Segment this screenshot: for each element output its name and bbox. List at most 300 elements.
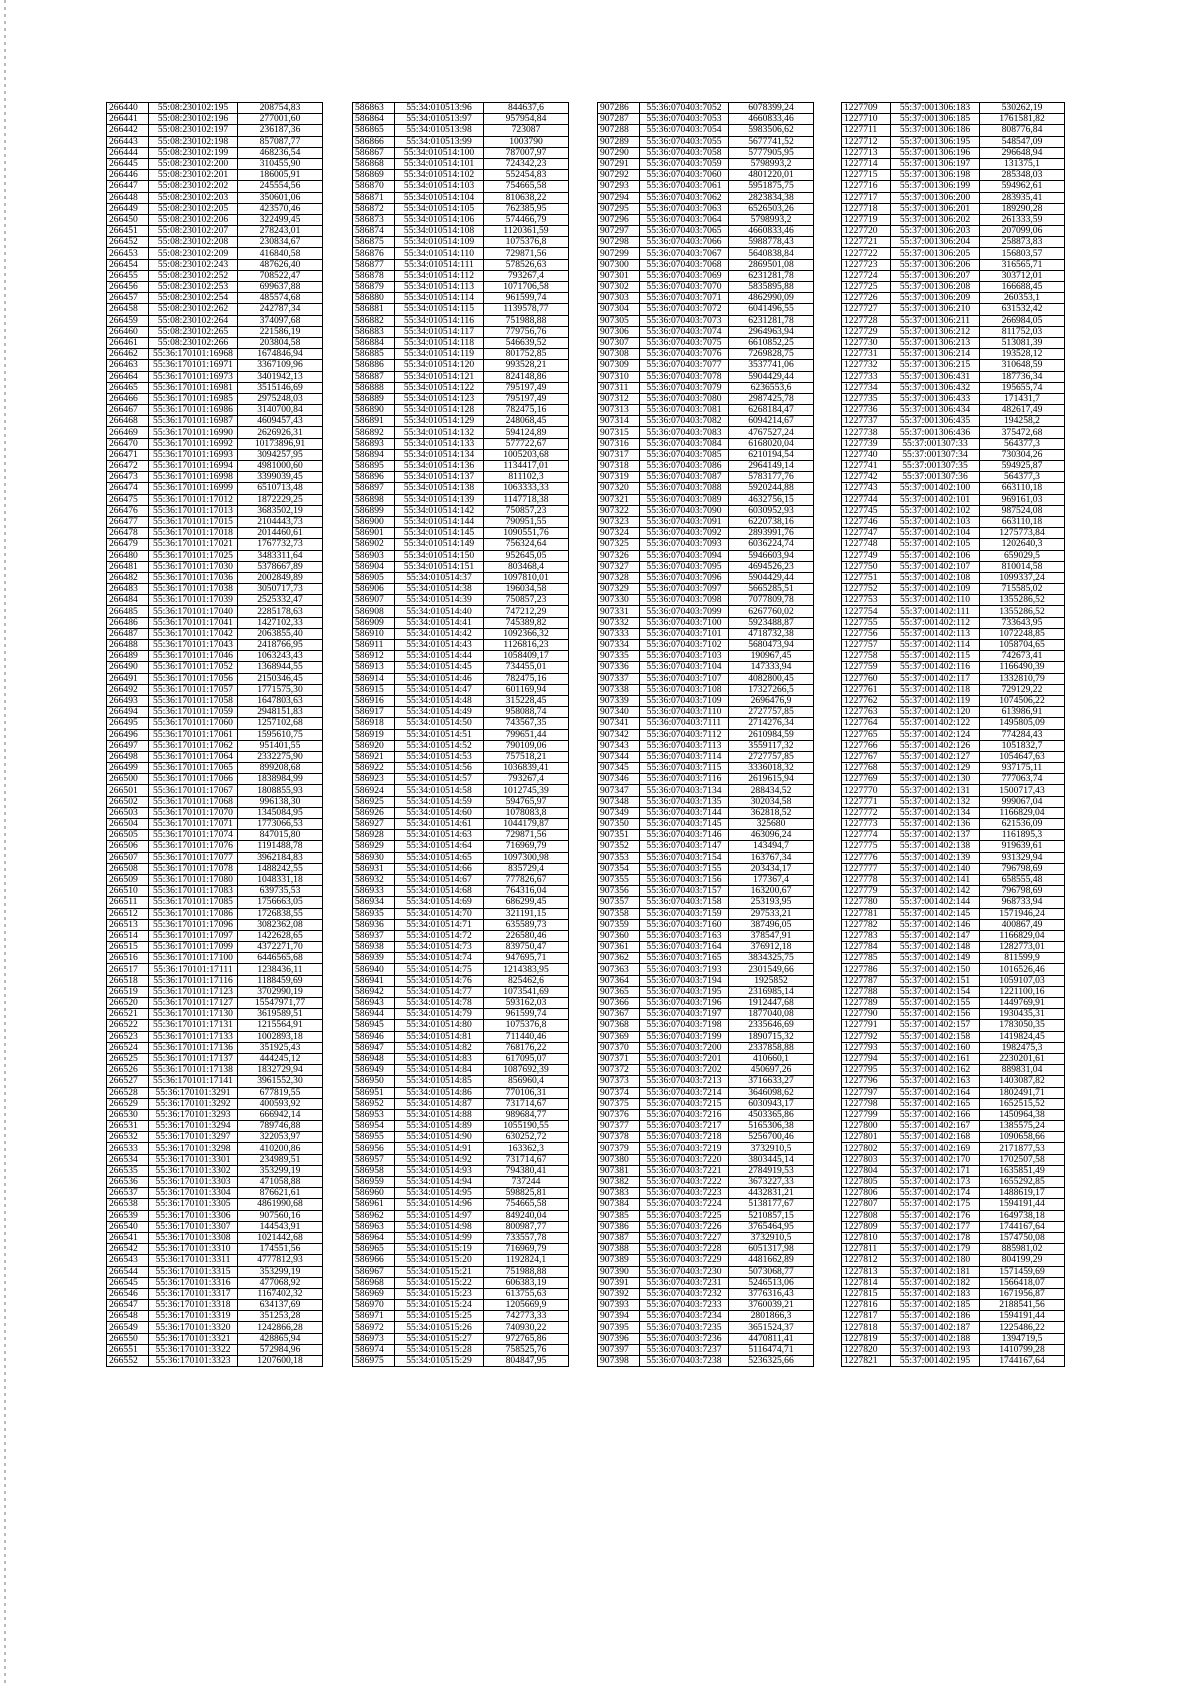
cadastral-value-cell: 1771575,30 <box>238 684 323 695</box>
table-row <box>598 371 814 382</box>
table-block-2 <box>352 102 569 1367</box>
cadastral-number-cell: 55:34:010514:132 <box>395 427 484 438</box>
table-row <box>107 170 323 181</box>
cadastral-value-cell: 1635851,49 <box>980 1165 1065 1176</box>
cadastral-value-cell: 754665,58 <box>484 181 569 192</box>
cadastral-value-cell: 1120361,59 <box>484 226 569 237</box>
cadastral-number-cell: 55:36:170101:3317 <box>149 1288 238 1299</box>
cadastral-value-cell: 996138,30 <box>238 796 323 807</box>
table-row <box>598 181 814 192</box>
cadastral-number-cell: 55:34:010514:82 <box>395 1042 484 1053</box>
cadastral-value-cell: 594765,97 <box>484 796 569 807</box>
row-number-cell: 586874 <box>353 226 395 237</box>
row-number-cell: 586957 <box>353 1154 395 1165</box>
table-row <box>842 1053 1065 1064</box>
cadastral-number-cell: 55:37:001402:129 <box>891 763 980 774</box>
cadastral-number-cell: 55:34:010514:121 <box>395 371 484 382</box>
cadastral-value-cell: 17327266,5 <box>729 684 814 695</box>
cadastral-value-cell: 729129,22 <box>980 684 1065 695</box>
cadastral-value-cell: 663110,18 <box>980 516 1065 527</box>
table-row <box>353 572 569 583</box>
table-row <box>353 483 569 494</box>
cadastral-number-cell: 55:34:010514:108 <box>395 226 484 237</box>
row-number-cell: 907393 <box>598 1300 640 1311</box>
cadastral-number-cell: 55:36:070403:7085 <box>640 449 729 460</box>
row-number-cell: 907367 <box>598 1009 640 1020</box>
cadastral-number-cell: 55:36:070403:7089 <box>640 494 729 505</box>
table-row <box>353 796 569 807</box>
table-row <box>842 1165 1065 1176</box>
table-row <box>107 427 323 438</box>
cadastral-value-cell: 2619615,94 <box>729 774 814 785</box>
table-row <box>842 707 1065 718</box>
row-number-cell: 266500 <box>107 774 149 785</box>
row-number-cell: 586956 <box>353 1143 395 1154</box>
cadastral-value-cell: 353299,19 <box>238 1165 323 1176</box>
row-number-cell: 586869 <box>353 170 395 181</box>
row-number-cell: 266515 <box>107 942 149 953</box>
table-row <box>107 1288 323 1299</box>
cadastral-number-cell: 55:34:010514:66 <box>395 863 484 874</box>
table-row <box>598 1053 814 1064</box>
table-row <box>842 1042 1065 1053</box>
table-row <box>842 1076 1065 1087</box>
row-number-cell: 907348 <box>598 796 640 807</box>
cadastral-value-cell: 1930435,31 <box>980 1009 1065 1020</box>
table-row <box>842 1087 1065 1098</box>
table-row <box>107 1188 323 1199</box>
cadastral-value-cell: 796798,69 <box>980 886 1065 897</box>
cadastral-value-cell: 1202640,3 <box>980 539 1065 550</box>
cadastral-number-cell: 55:34:010514:99 <box>395 1232 484 1243</box>
table-row <box>842 673 1065 684</box>
cadastral-number-cell: 55:36:070403:7100 <box>640 617 729 628</box>
cadastral-value-cell: 3401942,13 <box>238 371 323 382</box>
table-row <box>107 1221 323 1232</box>
table-row <box>598 1031 814 1042</box>
cadastral-value-cell: 6267760,02 <box>729 606 814 617</box>
table-row <box>598 919 814 930</box>
table-row <box>842 1300 1065 1311</box>
table-row <box>353 707 569 718</box>
table-row <box>353 1356 569 1367</box>
row-number-cell: 1227789 <box>842 998 891 1009</box>
cadastral-number-cell: 55:37:001306:186 <box>891 125 980 136</box>
cadastral-value-cell: 1059107,03 <box>980 975 1065 986</box>
row-number-cell: 1227716 <box>842 181 891 192</box>
table-row <box>842 1199 1065 1210</box>
cadastral-number-cell: 55:34:010514:70 <box>395 908 484 919</box>
row-number-cell: 266543 <box>107 1255 149 1266</box>
row-number-cell: 266471 <box>107 449 149 460</box>
row-number-cell: 1227756 <box>842 628 891 639</box>
table-row <box>598 427 814 438</box>
row-number-cell: 1227733 <box>842 371 891 382</box>
table-row <box>598 438 814 449</box>
cadastral-number-cell: 55:34:010514:115 <box>395 304 484 315</box>
row-number-cell: 1227755 <box>842 617 891 628</box>
cadastral-number-cell: 55:36:070403:7222 <box>640 1177 729 1188</box>
cadastral-value-cell: 195655,74 <box>980 382 1065 393</box>
row-number-cell: 586906 <box>353 584 395 595</box>
cadastral-value-cell: 768176,22 <box>484 1042 569 1053</box>
cadastral-value-cell: 811752,03 <box>980 326 1065 337</box>
cadastral-number-cell: 55:34:010514:114 <box>395 293 484 304</box>
table-row <box>353 371 569 382</box>
table-row <box>842 382 1065 393</box>
cadastral-number-cell: 55:37:001402:178 <box>891 1232 980 1243</box>
cadastral-value-cell: 5798993,2 <box>729 158 814 169</box>
row-number-cell: 586915 <box>353 684 395 695</box>
cadastral-number-cell: 55:37:001402:166 <box>891 1109 980 1120</box>
cadastral-value-cell: 7269828,75 <box>729 349 814 360</box>
cadastral-number-cell: 55:37:001402:173 <box>891 1177 980 1188</box>
cadastral-number-cell: 55:36:170101:16987 <box>149 416 238 427</box>
table-row <box>107 1322 323 1333</box>
row-number-cell: 266540 <box>107 1221 149 1232</box>
cadastral-number-cell: 55:36:070403:7165 <box>640 953 729 964</box>
cadastral-number-cell: 55:34:010514:122 <box>395 382 484 393</box>
cadastral-number-cell: 55:37:001306:201 <box>891 203 980 214</box>
row-number-cell: 1227806 <box>842 1188 891 1199</box>
table-row <box>107 393 323 404</box>
table-row <box>598 1333 814 1344</box>
cadastral-number-cell: 55:36:170101:3316 <box>149 1277 238 1288</box>
row-number-cell: 1227805 <box>842 1177 891 1188</box>
row-number-cell: 907345 <box>598 763 640 774</box>
cadastral-number-cell: 55:34:010514:53 <box>395 751 484 762</box>
row-number-cell: 907310 <box>598 371 640 382</box>
row-number-cell: 586964 <box>353 1232 395 1243</box>
cadastral-value-cell: 2337858,88 <box>729 1042 814 1053</box>
table-row <box>842 841 1065 852</box>
row-number-cell: 266476 <box>107 505 149 516</box>
table-row <box>842 628 1065 639</box>
cadastral-value-cell: 546639,52 <box>484 337 569 348</box>
cadastral-number-cell: 55:36:070403:7102 <box>640 640 729 651</box>
row-number-cell: 1227742 <box>842 472 891 483</box>
row-number-cell: 266490 <box>107 662 149 673</box>
cadastral-value-cell: 1166829,04 <box>980 930 1065 941</box>
table-row <box>107 360 323 371</box>
cadastral-number-cell: 55:36:070403:7201 <box>640 1053 729 1064</box>
cadastral-number-cell: 55:36:170101:17067 <box>149 785 238 796</box>
cadastral-number-cell: 55:34:010515:25 <box>395 1311 484 1322</box>
row-number-cell: 266541 <box>107 1232 149 1243</box>
cadastral-value-cell: 410660,1 <box>729 1053 814 1064</box>
table-row <box>353 136 569 147</box>
cadastral-number-cell: 55:36:070403:7066 <box>640 237 729 248</box>
cadastral-number-cell: 55:36:170101:16993 <box>149 449 238 460</box>
table-row <box>598 785 814 796</box>
cadastral-number-cell: 55:36:170101:17066 <box>149 774 238 785</box>
cadastral-number-cell: 55:34:010514:48 <box>395 695 484 706</box>
cadastral-number-cell: 55:36:170101:3322 <box>149 1344 238 1355</box>
table-row <box>598 360 814 371</box>
table-row <box>842 1109 1065 1120</box>
cadastral-value-cell: 2696476,9 <box>729 695 814 706</box>
table-row <box>353 852 569 863</box>
cadastral-number-cell: 55:36:070403:7104 <box>640 662 729 673</box>
table-row <box>353 740 569 751</box>
cadastral-value-cell: 1166490,39 <box>980 662 1065 673</box>
cadastral-number-cell: 55:36:170101:17057 <box>149 684 238 695</box>
row-number-cell: 586959 <box>353 1177 395 1188</box>
row-number-cell: 266507 <box>107 852 149 863</box>
cadastral-number-cell: 55:08:230102:266 <box>149 337 238 348</box>
row-number-cell: 266442 <box>107 125 149 136</box>
cadastral-number-cell: 55:34:010514:103 <box>395 181 484 192</box>
table-row <box>598 695 814 706</box>
cadastral-number-cell: 55:37:001306:200 <box>891 192 980 203</box>
cadastral-number-cell: 55:36:170101:3307 <box>149 1221 238 1232</box>
row-number-cell: 907319 <box>598 472 640 483</box>
table-row <box>107 1031 323 1042</box>
row-number-cell: 1227736 <box>842 405 891 416</box>
table-row <box>107 226 323 237</box>
row-number-cell: 266491 <box>107 673 149 684</box>
row-number-cell: 266440 <box>107 103 149 114</box>
cadastral-value-cell: 754665,58 <box>484 1199 569 1210</box>
table-row <box>107 617 323 628</box>
cadastral-number-cell: 55:37:001306:212 <box>891 326 980 337</box>
table-row <box>107 1210 323 1221</box>
table-row <box>353 673 569 684</box>
table-row <box>598 192 814 203</box>
cadastral-value-cell: 351253,28 <box>238 1311 323 1322</box>
cadastral-number-cell: 55:37:001402:108 <box>891 572 980 583</box>
row-number-cell: 586969 <box>353 1288 395 1299</box>
table-row <box>842 1132 1065 1143</box>
table-row <box>842 304 1065 315</box>
table-row <box>598 1255 814 1266</box>
cadastral-number-cell: 55:36:070403:7144 <box>640 807 729 818</box>
table-row <box>842 483 1065 494</box>
cadastral-value-cell: 1571459,69 <box>980 1266 1065 1277</box>
cadastral-value-cell: 5777905,95 <box>729 147 814 158</box>
table-row <box>598 1154 814 1165</box>
cadastral-value-cell: 745389,82 <box>484 617 569 628</box>
row-number-cell: 586871 <box>353 192 395 203</box>
row-number-cell: 266539 <box>107 1210 149 1221</box>
row-number-cell: 586886 <box>353 360 395 371</box>
data-table <box>106 102 323 1367</box>
row-number-cell: 586945 <box>353 1020 395 1031</box>
table-row <box>107 561 323 572</box>
cadastral-number-cell: 55:37:001307:34 <box>891 449 980 460</box>
table-row <box>598 863 814 874</box>
row-number-cell: 266443 <box>107 136 149 147</box>
cadastral-number-cell: 55:36:170101:17116 <box>149 975 238 986</box>
table-row <box>598 226 814 237</box>
table-row <box>107 472 323 483</box>
row-number-cell: 266516 <box>107 953 149 964</box>
table-row <box>353 863 569 874</box>
table-row <box>107 886 323 897</box>
table-row <box>107 483 323 494</box>
cadastral-value-cell: 958088,74 <box>484 707 569 718</box>
cadastral-number-cell: 55:36:170101:16990 <box>149 427 238 438</box>
row-number-cell: 1227808 <box>842 1210 891 1221</box>
cadastral-value-cell: 4660833,46 <box>729 226 814 237</box>
cadastral-value-cell: 1075376,8 <box>484 1020 569 1031</box>
table-row <box>598 1009 814 1020</box>
cadastral-number-cell: 55:34:010514:149 <box>395 539 484 550</box>
cadastral-value-cell: 207099,06 <box>980 226 1065 237</box>
cadastral-value-cell: 899208,68 <box>238 763 323 774</box>
cadastral-number-cell: 55:34:010514:64 <box>395 841 484 852</box>
cadastral-number-cell: 55:37:001402:182 <box>891 1277 980 1288</box>
cadastral-value-cell: 3094257,95 <box>238 449 323 460</box>
table-row <box>353 841 569 852</box>
row-number-cell: 907382 <box>598 1177 640 1188</box>
table-row <box>842 472 1065 483</box>
cadastral-number-cell: 55:37:001402:137 <box>891 830 980 841</box>
table-row <box>353 472 569 483</box>
row-number-cell: 907385 <box>598 1210 640 1221</box>
row-number-cell: 1227809 <box>842 1221 891 1232</box>
cadastral-number-cell: 55:36:070403:7069 <box>640 270 729 281</box>
row-number-cell: 907286 <box>598 103 640 114</box>
cadastral-value-cell: 1403087,82 <box>980 1076 1065 1087</box>
cadastral-number-cell: 55:34:010514:63 <box>395 830 484 841</box>
table-row <box>842 1288 1065 1299</box>
row-number-cell: 907357 <box>598 897 640 908</box>
cadastral-value-cell: 787007,97 <box>484 147 569 158</box>
cadastral-value-cell: 277001,60 <box>238 114 323 125</box>
table-row <box>842 505 1065 516</box>
row-number-cell: 1227720 <box>842 226 891 237</box>
cadastral-number-cell: 55:37:001306:199 <box>891 181 980 192</box>
cadastral-value-cell: 5236325,66 <box>729 1356 814 1367</box>
cadastral-number-cell: 55:37:001402:147 <box>891 930 980 941</box>
table-row <box>107 259 323 270</box>
row-number-cell: 907359 <box>598 919 640 930</box>
cadastral-value-cell: 3702990,19 <box>238 986 323 997</box>
row-number-cell: 266503 <box>107 807 149 818</box>
cadastral-number-cell: 55:34:010514:105 <box>395 203 484 214</box>
cadastral-number-cell: 55:34:010514:51 <box>395 729 484 740</box>
cadastral-number-cell: 55:37:001306:213 <box>891 337 980 348</box>
table-row <box>842 1333 1065 1344</box>
row-number-cell: 1227799 <box>842 1109 891 1120</box>
cadastral-value-cell: 4372271,70 <box>238 942 323 953</box>
cadastral-number-cell: 55:34:010514:129 <box>395 416 484 427</box>
cadastral-number-cell: 55:36:170101:17030 <box>149 561 238 572</box>
table-row <box>353 1255 569 1266</box>
table-row <box>842 807 1065 818</box>
row-number-cell: 907389 <box>598 1255 640 1266</box>
cadastral-number-cell: 55:34:010514:39 <box>395 595 484 606</box>
cadastral-value-cell: 156803,57 <box>980 248 1065 259</box>
cadastral-value-cell: 751988,88 <box>484 315 569 326</box>
cadastral-number-cell: 55:36:070403:7228 <box>640 1244 729 1255</box>
cadastral-value-cell: 1036839,41 <box>484 763 569 774</box>
table-row <box>353 1031 569 1042</box>
table-row <box>353 1199 569 1210</box>
cadastral-value-cell: 1058704,65 <box>980 640 1065 651</box>
row-number-cell: 1227711 <box>842 125 891 136</box>
cadastral-number-cell: 55:34:010514:95 <box>395 1188 484 1199</box>
cadastral-number-cell: 55:36:170101:16999 <box>149 483 238 494</box>
row-number-cell: 266475 <box>107 494 149 505</box>
table-row <box>353 494 569 505</box>
cadastral-number-cell: 55:34:010514:151 <box>395 561 484 572</box>
cadastral-value-cell: 811102,3 <box>484 472 569 483</box>
cadastral-number-cell: 55:36:170101:17086 <box>149 908 238 919</box>
cadastral-number-cell: 55:36:070403:7216 <box>640 1109 729 1120</box>
table-row <box>107 449 323 460</box>
row-number-cell: 586927 <box>353 819 395 830</box>
cadastral-number-cell: 55:34:010514:101 <box>395 158 484 169</box>
cadastral-number-cell: 55:37:001306:211 <box>891 315 980 326</box>
cadastral-value-cell: 1161895,3 <box>980 830 1065 841</box>
cadastral-value-cell: 1275773,84 <box>980 528 1065 539</box>
cadastral-value-cell: 957954,84 <box>484 114 569 125</box>
cadastral-number-cell: 55:36:170101:17097 <box>149 930 238 941</box>
row-number-cell: 586920 <box>353 740 395 751</box>
cadastral-value-cell: 234989,51 <box>238 1154 323 1165</box>
row-number-cell: 586930 <box>353 852 395 863</box>
row-number-cell: 907343 <box>598 740 640 751</box>
row-number-cell: 266510 <box>107 886 149 897</box>
cadastral-value-cell: 3961552,30 <box>238 1076 323 1087</box>
table-row <box>107 874 323 885</box>
cadastral-value-cell: 2335646,69 <box>729 1020 814 1031</box>
row-number-cell: 586897 <box>353 483 395 494</box>
cadastral-value-cell: 1192824,1 <box>484 1255 569 1266</box>
cadastral-value-cell: 302034,58 <box>729 796 814 807</box>
cadastral-number-cell: 55:08:230102:262 <box>149 304 238 315</box>
table-row <box>107 819 323 830</box>
row-number-cell: 907388 <box>598 1244 640 1255</box>
cadastral-number-cell: 55:34:010514:44 <box>395 651 484 662</box>
cadastral-value-cell: 400867,49 <box>980 919 1065 930</box>
cadastral-value-cell: 1702507,58 <box>980 1154 1065 1165</box>
row-number-cell: 1227725 <box>842 282 891 293</box>
table-row <box>107 953 323 964</box>
cadastral-value-cell: 1571946,24 <box>980 908 1065 919</box>
row-number-cell: 586974 <box>353 1344 395 1355</box>
cadastral-number-cell: 55:36:170101:3308 <box>149 1232 238 1243</box>
table-row <box>107 807 323 818</box>
table-row <box>598 662 814 673</box>
cadastral-number-cell: 55:36:070403:7193 <box>640 964 729 975</box>
cadastral-value-cell: 782475,16 <box>484 405 569 416</box>
row-number-cell: 1227802 <box>842 1143 891 1154</box>
table-row <box>842 695 1065 706</box>
table-row <box>107 763 323 774</box>
cadastral-value-cell: 468236,54 <box>238 147 323 158</box>
cadastral-value-cell: 968733,94 <box>980 897 1065 908</box>
row-number-cell: 586904 <box>353 561 395 572</box>
row-number-cell: 907315 <box>598 427 640 438</box>
table-row <box>107 1076 323 1087</box>
row-number-cell: 586942 <box>353 986 395 997</box>
row-number-cell: 586924 <box>353 785 395 796</box>
cadastral-number-cell: 55:37:001402:179 <box>891 1244 980 1255</box>
table-row <box>107 461 323 472</box>
cadastral-value-cell: 961599,74 <box>484 293 569 304</box>
cadastral-number-cell: 55:34:010514:120 <box>395 360 484 371</box>
table-row <box>598 740 814 751</box>
cadastral-number-cell: 55:37:001306:183 <box>891 103 980 114</box>
cadastral-value-cell: 4718732,38 <box>729 628 814 639</box>
cadastral-value-cell: 762385,95 <box>484 203 569 214</box>
cadastral-number-cell: 55:34:010514:37 <box>395 572 484 583</box>
row-number-cell: 1227800 <box>842 1121 891 1132</box>
data-table <box>597 102 814 1367</box>
